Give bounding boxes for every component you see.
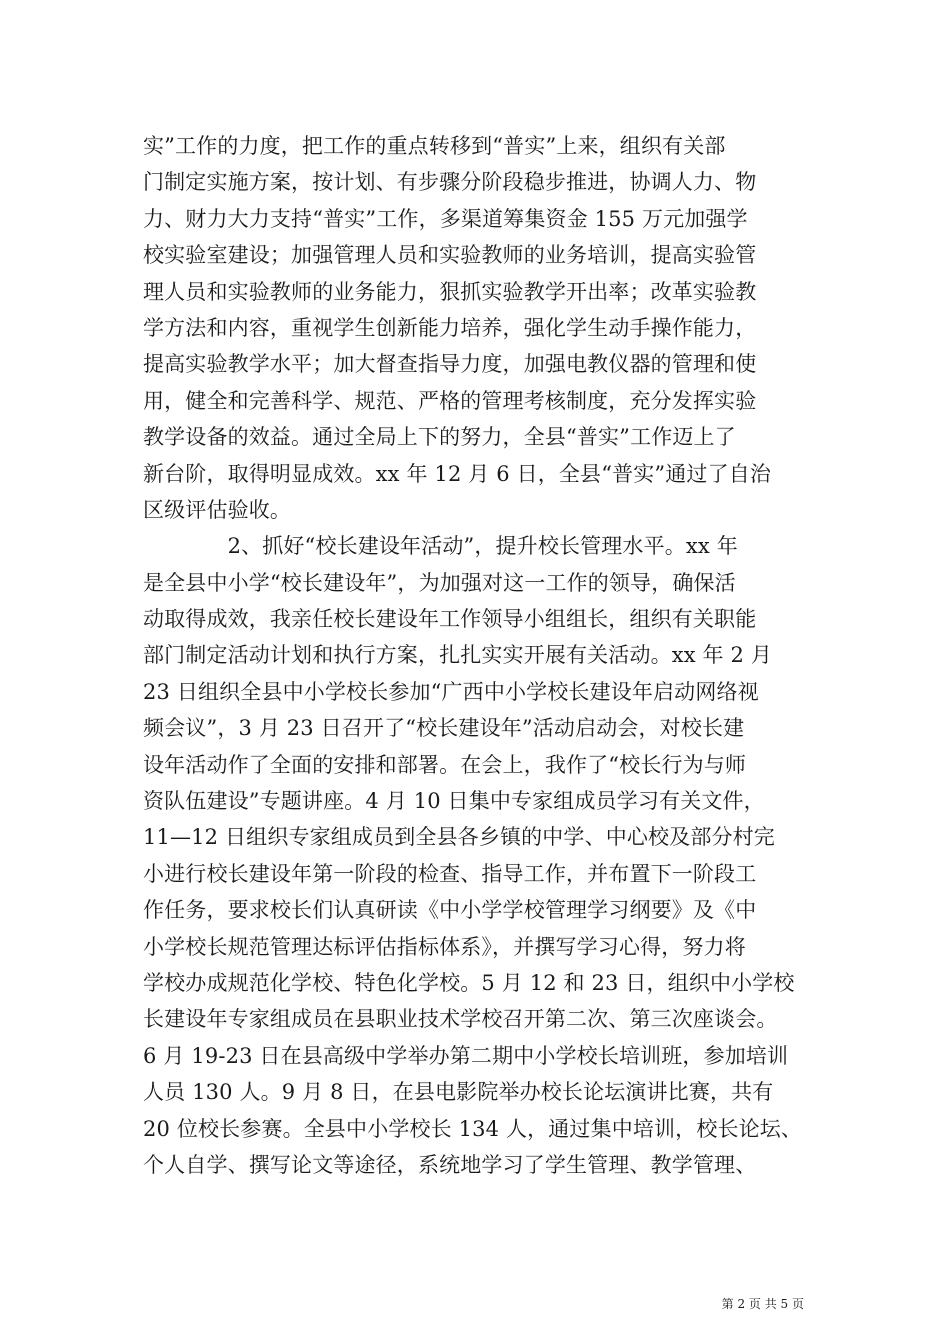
text-line: 理人员和实验教师的业务能力，狠抓实验教学开出率；改革实验教	[143, 279, 757, 304]
text-line: 资队伍建设”专题讲座。4 月 10 日集中专家组成员学习有关文件，	[143, 789, 765, 814]
page-number-footer: 第 2 页 共 5 页	[721, 1297, 804, 1311]
text-line: 教学设备的效益。通过全局上下的努力，全县“普实”工作迈上了	[143, 425, 736, 450]
text-line: 人员 130 人。9 月 8 日，在县电影院举办校长论坛演讲比赛，共有	[143, 1080, 774, 1105]
text-line: 学方法和内容，重视学生创新能力培养，强化学生动手操作能力，	[143, 315, 757, 340]
text-line: 设年活动作了全面的安排和部署。在会上，我作了“校长行为与师	[143, 752, 747, 777]
text-line: 20 位校长参赛。全县中小学校长 134 人，通过集中培训，校长论坛、	[143, 1116, 803, 1141]
text-line: 频会议”，3 月 23 日召开了“校长建设年”活动启动会，对校长建	[143, 716, 745, 741]
text-line: 长建设年专家组成员在县职业技术学校召开第二次、第三次座谈会。	[143, 1007, 778, 1032]
text-line: 校实验室建设；加强管理人员和实验教师的业务培训，提高实验管	[143, 243, 757, 268]
text-line: 是全县中小学“校长建设年”，为加强对这一工作的领导，确保活	[143, 570, 736, 595]
text-line: 11—12 日组织专家组成员到全县各乡镇的中学、中心校及部分村完	[143, 825, 775, 850]
text-line: 动取得成效，我亲任校长建设年工作领导小组组长，组织有关职能	[143, 607, 757, 632]
text-line: 23 日组织全县中小学校长参加“广西中小学校长建设年启动网络视	[143, 679, 759, 704]
text-line: 门制定实施方案，按计划、有步骤分阶段稳步推进，协调人力、物	[143, 170, 757, 195]
body-text	[143, 128, 811, 1183]
text-line: 用，健全和完善科学、规范、严格的管理考核制度，充分发挥实验	[143, 388, 757, 413]
text-line: 学校办成规范化学校、特色化学校。5 月 12 和 23 日，组织中小学校	[143, 970, 795, 995]
text-line: 提高实验教学水平；加大督查指导力度，加强电教仪器的管理和使	[143, 352, 757, 377]
text-line: 作任务，要求校长们认真研读《中小学学校管理学习纲要》及《中	[143, 898, 757, 923]
text-line: 实”工作的力度，把工作的重点转移到“普实”上来，组织有关部	[143, 134, 726, 158]
text-line: 2、抓好“校长建设年活动”，提升校长管理水平。xx 年	[143, 534, 738, 559]
text-line: 6 月 19-23 日在县高级中学举办第二期中小学校长培训班，参加培训	[143, 1043, 789, 1068]
text-line: 小进行校长建设年第一阶段的检查、指导工作，并布置下一阶段工	[143, 861, 757, 886]
text-line: 区级评估验收。	[143, 497, 292, 522]
text-line: 力、财力大力支持“普实”工作，多渠道筹集资金 155 万元加强学	[143, 206, 748, 231]
text-line: 部门制定活动计划和执行方案，扎扎实实开展有关活动。xx 年 2 月	[143, 643, 773, 668]
text-line: 新台阶，取得明显成效。xx 年 12 月 6 日，全县“普实”通过了自治	[143, 461, 772, 486]
text-line: 个人自学、撰写论文等途径，系统地学习了学生管理、教学管理、	[143, 1152, 757, 1177]
text-line: 小学校长规范管理达标评估指标体系》，并撰写学习心得，努力将	[143, 934, 746, 959]
